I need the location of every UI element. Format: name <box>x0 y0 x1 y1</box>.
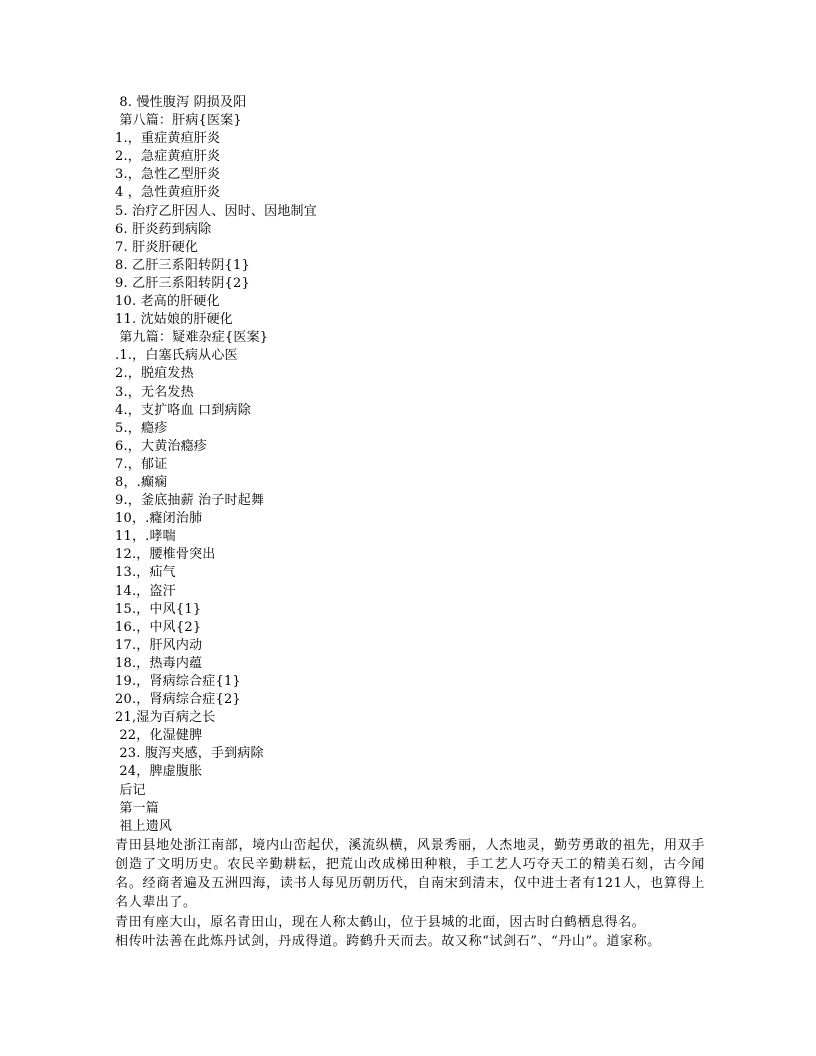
toc-line: 后记 <box>115 782 146 798</box>
toc-line: 16.，中风{2} <box>115 619 202 635</box>
toc-line: 1.，重症黄疸肝炎 <box>115 131 221 147</box>
toc-line: 5.，瘾疹 <box>115 420 168 436</box>
toc-line: 9. 乙肝三系阳转阴{2} <box>115 275 250 291</box>
toc-line: 14.，盗汗 <box>115 583 176 599</box>
toc-line: 2.，脱疽发热 <box>115 366 194 382</box>
toc-line: 6.，大黄治瘾疹 <box>115 438 208 454</box>
toc-line: 4.，支扩咯血 口到病除 <box>115 402 251 418</box>
table-of-contents <box>115 94 705 836</box>
toc-line: 9.，釜底抽薪 治子时起舞 <box>115 493 265 509</box>
toc-line: 3.，急性乙型肝炎 <box>115 167 221 183</box>
toc-line: 21,湿为百病之长 <box>115 710 216 726</box>
toc-line: 10. 老高的肝硬化 <box>115 294 220 310</box>
toc-line: 第八篇：肝病{医案} <box>115 113 242 129</box>
toc-line: 11. 沈姑娘的肝硬化 <box>115 312 234 328</box>
toc-line: 19.，肾病综合症{1} <box>115 674 241 689</box>
toc-line: 2.，急症黄疸肝炎 <box>115 149 221 165</box>
toc-line: 3.，无名发热 <box>115 384 194 400</box>
toc-line: 4 ，急性黄疸肝炎 <box>115 185 221 201</box>
toc-line: 5. 治疗乙肝因人、因时、因地制宜 <box>115 203 317 219</box>
document-body <box>115 94 705 951</box>
toc-line: 第九篇：疑难杂症{医案} <box>115 330 269 346</box>
toc-line: 8. 慢性腹泻 阴损及阳 <box>115 95 247 110</box>
prose-section <box>115 836 705 951</box>
toc-line: 13.，疝气 <box>115 565 176 581</box>
toc-line: 22，化湿健脾 <box>115 728 203 744</box>
paragraph: 相传叶法善在此炼丹试剑，丹成得道。跨鹤升天而去。故又称“试剑石”、“丹山”。道家称。 <box>115 933 661 949</box>
toc-line: .1.，白塞氏病从心医 <box>115 348 238 364</box>
toc-line: 11，.哮喘 <box>115 529 176 545</box>
toc-line: 祖上遗风 <box>115 818 173 834</box>
toc-line: 17.，肝风内动 <box>115 637 203 653</box>
toc-line: 第一篇 <box>115 800 159 816</box>
toc-line: 24，脾虚腹胀 <box>115 764 203 780</box>
toc-line: 15.，中风{1} <box>115 601 202 617</box>
paragraph: 青田有座大山，原名青田山，现在人称太鹤山，位于县城的北面，因古时白鹤栖息得名。 <box>115 914 646 930</box>
toc-line: 12.，腰椎骨突出 <box>115 547 216 563</box>
toc-line: 23. 腹泻夹感，手到病除 <box>115 746 264 762</box>
toc-line: 7. 肝炎肝硬化 <box>115 239 199 255</box>
toc-line: 20.，肾病综合症{2} <box>115 692 241 708</box>
toc-line: 6. 肝炎药到病除 <box>115 221 212 237</box>
toc-line: 18.，热毒内蕴 <box>115 655 203 671</box>
toc-line: 7.，郁证 <box>115 456 168 472</box>
toc-line: 8. 乙肝三系阳转阴{1} <box>115 257 250 273</box>
paragraph: 青田县地处浙江南部，境内山峦起伏，溪流纵横，风景秀丽，人杰地灵，勤劳勇敢的祖先，用双手创造了文明历史。农民辛勤耕耘，把荒山改成梯田种粮，手工艺人巧夺天工的精美石刻，古今闻名。经商者遍及五洲四海，读书人每见历朝历代，自南宋到清末，仅中进士者有121人，也算得上名人辈出了。 <box>115 837 705 911</box>
toc-line: 10，.癃闭治肺 <box>115 511 203 527</box>
toc-line: 8，.癫痫 <box>115 474 168 490</box>
